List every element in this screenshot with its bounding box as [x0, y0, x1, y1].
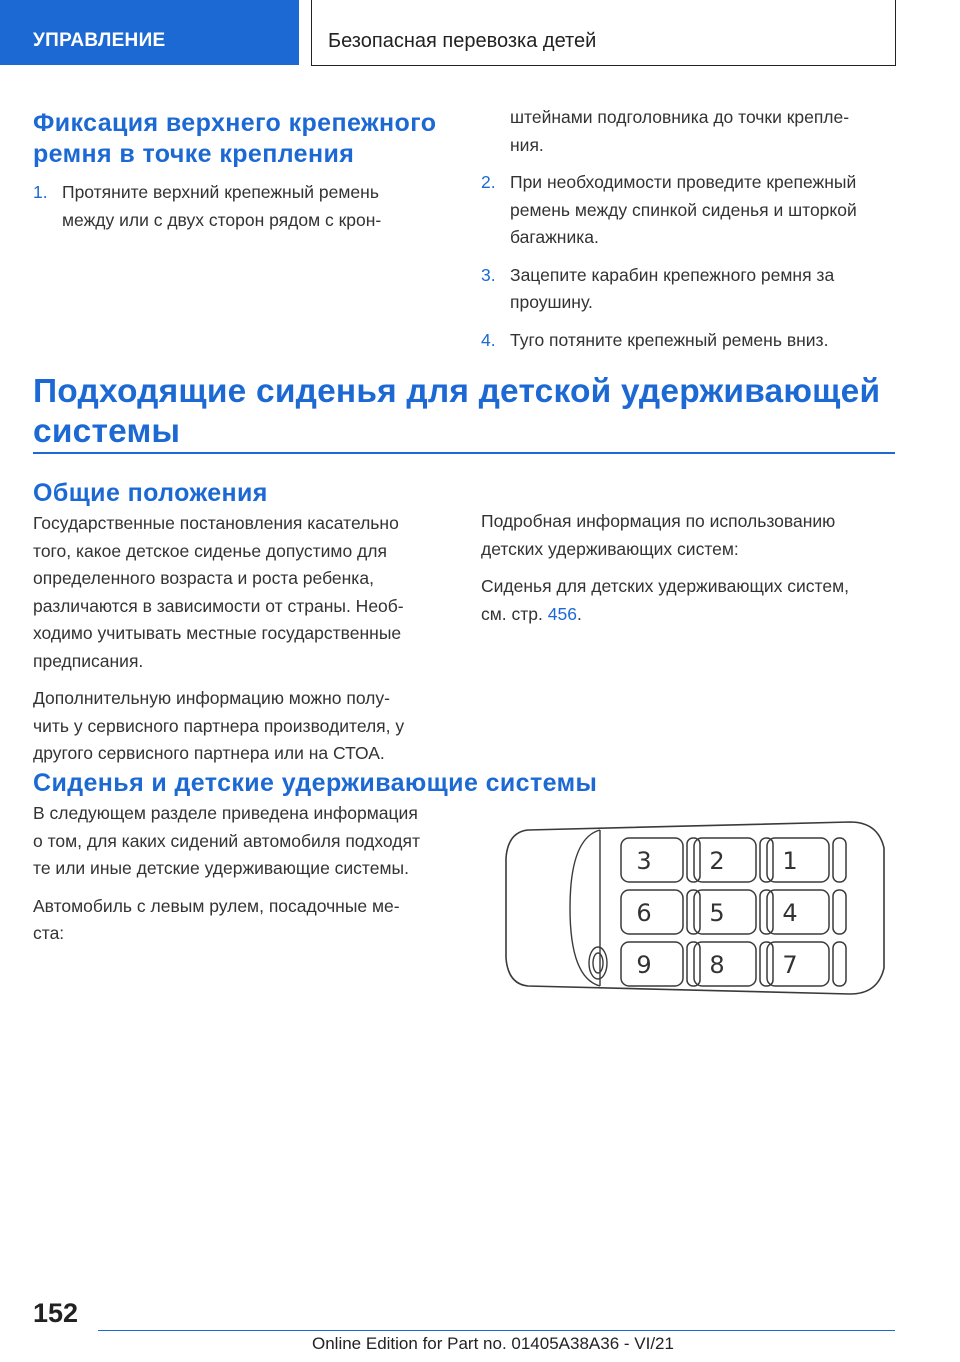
text-line: предписания.	[33, 650, 144, 671]
step-number: 2.	[481, 172, 496, 192]
step-text: багажника.	[510, 227, 599, 247]
seats-para-1	[33, 800, 473, 883]
seat-box	[694, 838, 756, 882]
text-line: определенного возраста и роста ребенка,	[33, 568, 374, 588]
text-line: того, какое детское сиденье допустимо для	[33, 540, 387, 561]
general-provisions-continued	[481, 508, 901, 628]
suitable-seats-heading	[33, 372, 913, 452]
seat-box	[694, 942, 756, 986]
seat-2	[694, 838, 773, 882]
text-line: чить у сервисного партнера производителя, у	[33, 715, 405, 736]
seat-4	[767, 890, 846, 934]
car-interior-curve	[570, 830, 600, 986]
general-para-3	[481, 508, 901, 563]
general-para-2	[33, 685, 463, 768]
text-line: В следующем разделе приведена информация	[33, 803, 418, 823]
seats-heading: Сиденья и детские удерживающие системы	[33, 769, 598, 797]
page-link[interactable]: 456	[547, 603, 577, 624]
step-1	[33, 179, 453, 234]
step-number: 4.	[481, 329, 496, 350]
fixation-steps-continued	[481, 104, 901, 354]
seat-box	[767, 838, 829, 882]
text-line: те или иные детские удерживающие системы.	[33, 858, 409, 878]
suitable-seats-heading-line1: Подходящие сиденья для детской удерживающей	[33, 373, 881, 410]
text-line: ходимо учитывать местные государственные	[33, 623, 402, 643]
seat-box	[694, 890, 756, 934]
seat-number-label: 5	[709, 899, 725, 927]
chapter-title: Безопасная перевозка детей	[311, 0, 896, 66]
seat-3	[621, 838, 700, 882]
step-number: 3.	[481, 264, 496, 285]
car-body-outline	[506, 822, 884, 994]
seat-number-label: 8	[709, 951, 725, 979]
step-text: При необходимости проведите крепежный	[510, 172, 857, 192]
step-text: Зацепите карабин крепежного ремня за	[510, 264, 835, 285]
seats-para-2	[33, 893, 473, 948]
seat-6	[621, 890, 700, 934]
seat-layout-diagram	[500, 818, 892, 998]
seat-grid	[621, 838, 846, 986]
step-text: Протяните верхний крепежный ремень	[62, 182, 379, 202]
text-line: о том, для каких сидений автомобиля подходят	[33, 830, 420, 851]
seat-5	[694, 890, 773, 934]
text-line: Автомобиль с левым рулем, посадочные ме-	[33, 895, 400, 916]
step-3	[481, 262, 901, 317]
step-text: проушину.	[510, 292, 593, 312]
text-line: детских удерживающих систем:	[481, 538, 739, 559]
footer-divider	[98, 1330, 895, 1331]
text-line: Подробная информация по использованию	[481, 511, 836, 531]
seat-9	[621, 942, 700, 986]
seat-box	[767, 890, 829, 934]
step-1-continued	[481, 104, 901, 159]
section-divider	[33, 452, 895, 454]
text-line: другого сервисного партнера или на СТОА.	[33, 743, 385, 763]
seat-backrest	[833, 838, 846, 882]
seat-number-label: 1	[782, 847, 798, 875]
seat-7	[767, 942, 846, 986]
text-line: Государственные постановления касательно	[33, 513, 399, 533]
step-text: между или с двух сторон рядом с крон-	[62, 209, 382, 230]
step-text: ремень между спинкой сиденья и шторкой	[510, 199, 857, 220]
general-para-4	[481, 573, 901, 628]
fixation-heading	[33, 108, 453, 170]
seat-box	[767, 942, 829, 986]
text-line: Дополнительную информацию можно полу-	[33, 688, 390, 708]
fixation-heading-line1: Фиксация верхнего крепежного	[33, 109, 437, 137]
general-provisions	[33, 478, 463, 768]
step-4	[481, 327, 901, 355]
text-line: .	[576, 603, 582, 624]
seats-section	[33, 768, 598, 948]
seat-box	[621, 890, 683, 934]
seat-8	[694, 942, 773, 986]
seat-number-label: 9	[636, 951, 652, 979]
page-number: 152	[33, 1298, 79, 1328]
section-tab: УПРАВЛЕНИЕ	[0, 0, 299, 65]
general-para-1	[33, 510, 463, 675]
fixation-heading-line2: ремня в точке крепления	[33, 140, 355, 168]
step-text: Туго потяните крепежный ремень вниз.	[510, 329, 829, 350]
steering-wheel-icon	[589, 947, 607, 979]
seat-number-label: 4	[782, 899, 798, 927]
seat-number-label: 6	[636, 899, 652, 927]
seat-box	[621, 942, 683, 986]
text-line: ста:	[33, 923, 65, 943]
step-number: 1.	[33, 182, 48, 202]
text-line: см. стр.	[481, 603, 548, 624]
suitable-seats-heading-line2: системы	[33, 413, 181, 450]
text-line: различаются в зависимости от страны. Необ-	[33, 595, 404, 616]
seat-number-label: 7	[782, 951, 798, 979]
step-text: ния.	[510, 134, 544, 155]
step-2	[481, 169, 901, 252]
seat-backrest	[833, 890, 846, 934]
text-line: Сиденья для детских удерживающих систем,	[481, 576, 850, 596]
seat-1	[767, 838, 846, 882]
seat-number-label: 2	[709, 847, 725, 875]
edition-info: Online Edition for Part no. 01405A38A36 - VI/21	[312, 1334, 674, 1353]
seat-box	[621, 838, 683, 882]
seat-backrest	[833, 942, 846, 986]
section-fixation	[33, 108, 453, 234]
step-text: штейнами подголовника до точки крепле-	[510, 107, 850, 127]
seat-number-label: 3	[636, 847, 652, 875]
general-provisions-heading: Общие положения	[33, 479, 268, 507]
